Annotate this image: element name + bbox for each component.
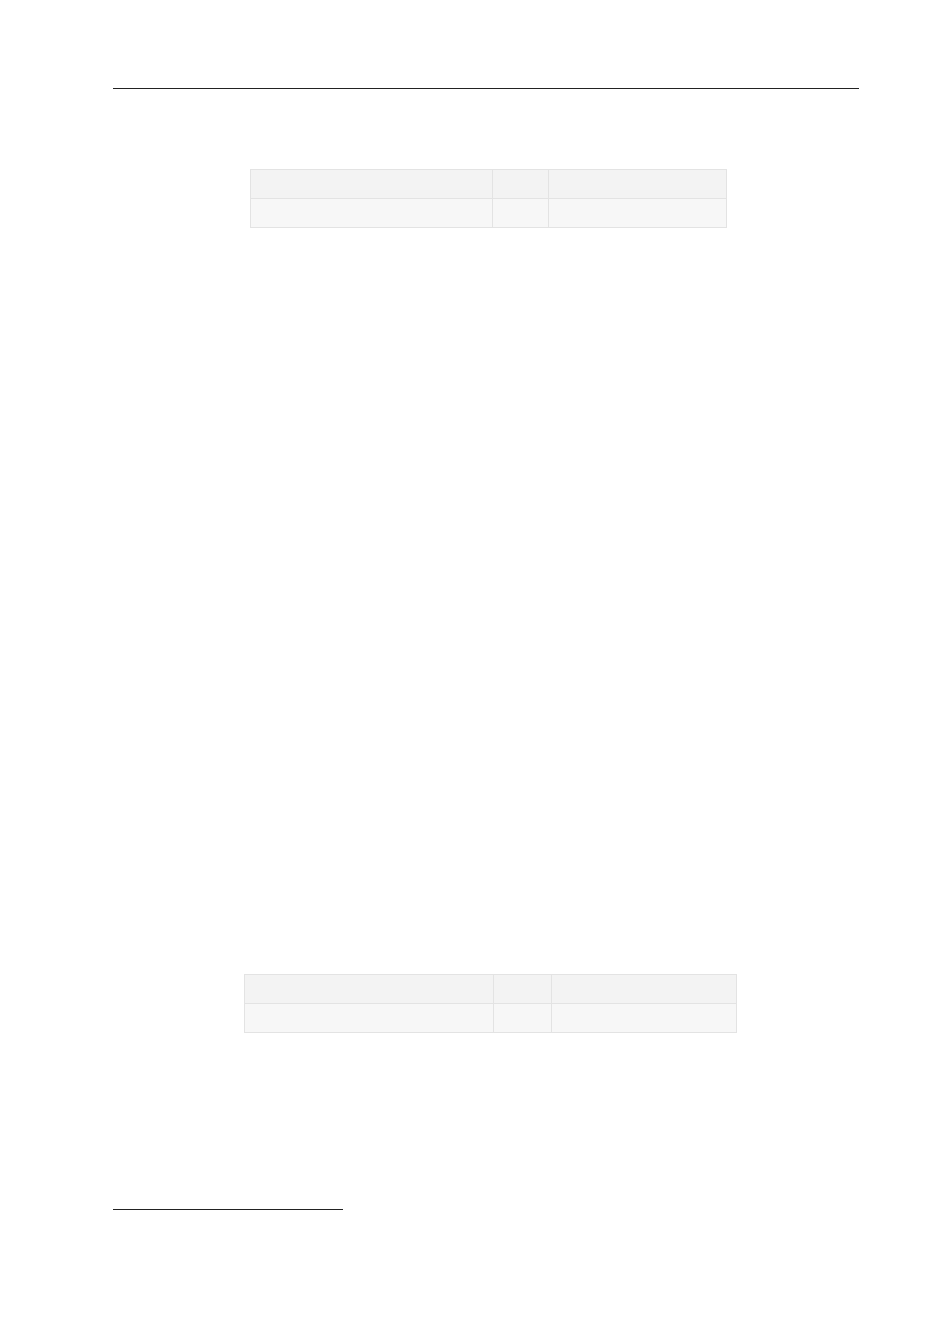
column-header-count xyxy=(493,170,549,199)
table-header-row xyxy=(245,975,737,1004)
column-header-option xyxy=(245,975,494,1004)
footnote-rule xyxy=(113,1209,343,1210)
footnote-2 xyxy=(113,1235,121,1250)
figure-caption-2-4 xyxy=(0,1151,950,1168)
survey-table-age-group xyxy=(244,974,737,1033)
section-heading xyxy=(113,388,139,412)
column-header-option xyxy=(251,170,493,199)
total-label xyxy=(251,199,493,228)
header-rule xyxy=(113,88,859,89)
survey-table-quality-price xyxy=(250,169,727,228)
column-header-ratio xyxy=(549,170,727,199)
table-header-row xyxy=(251,170,727,199)
table-total-row xyxy=(245,1004,737,1033)
table-total-row xyxy=(251,199,727,228)
column-header-count xyxy=(494,975,552,1004)
subsection-heading xyxy=(113,645,133,664)
column-header-ratio xyxy=(552,975,737,1004)
footnote-1 xyxy=(113,1217,121,1232)
total-count xyxy=(494,1004,552,1033)
total-ratio-empty xyxy=(552,1004,737,1033)
total-label xyxy=(245,1004,494,1033)
total-count xyxy=(493,199,549,228)
total-ratio-empty xyxy=(549,199,727,228)
figure-caption-2-3 xyxy=(0,323,950,340)
